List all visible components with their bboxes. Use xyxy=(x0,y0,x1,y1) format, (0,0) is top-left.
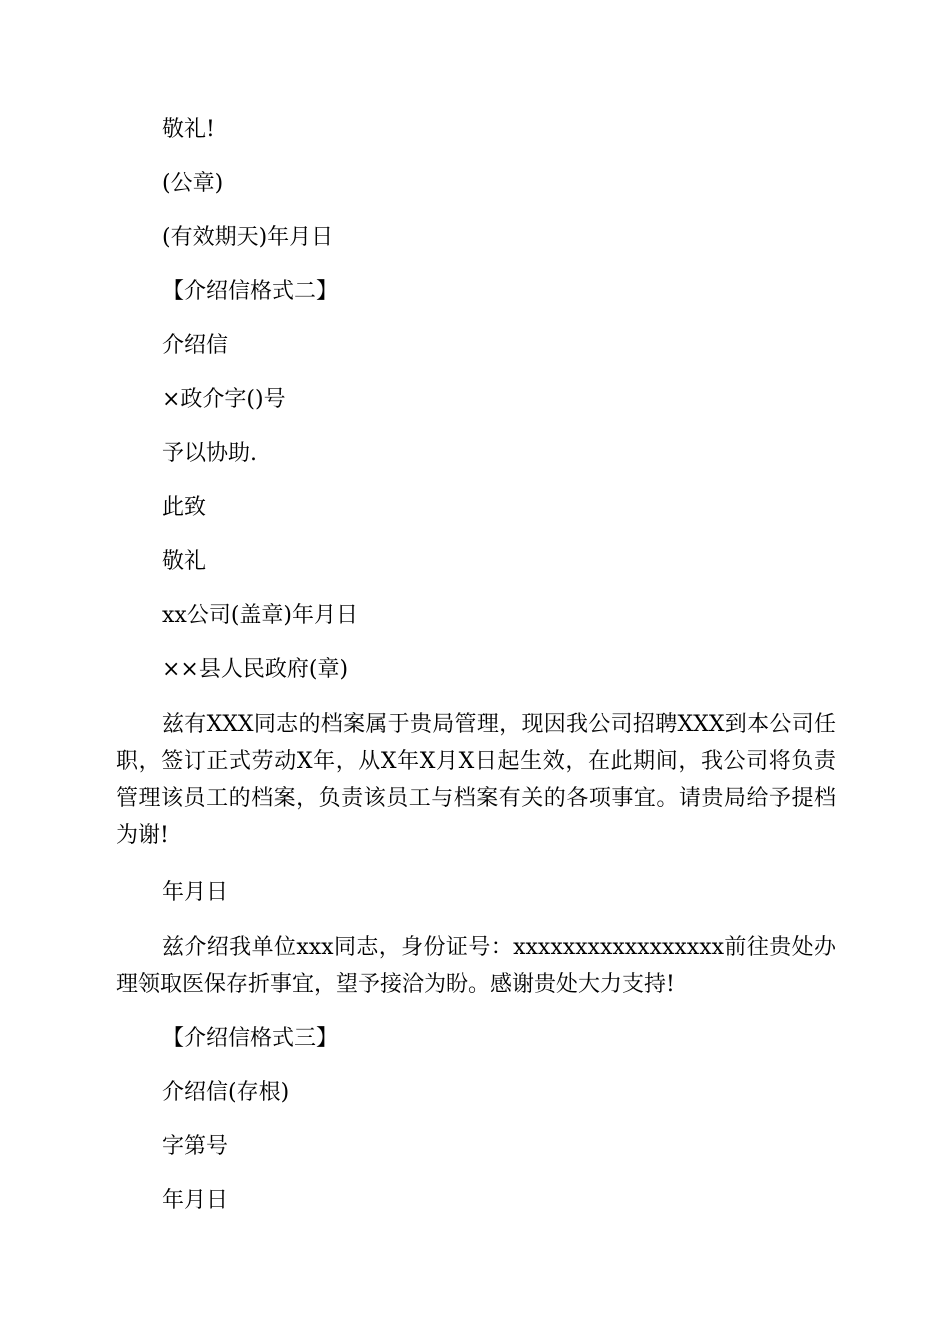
text-line: 字第号 xyxy=(162,1134,229,1159)
date-line: 年月日 xyxy=(162,1188,229,1213)
text-line: (公章) xyxy=(162,171,224,196)
text-line: (有效期天)年月日 xyxy=(162,225,334,250)
text-line: 此致 xyxy=(162,495,207,520)
section-heading: 【介绍信格式二】 xyxy=(162,279,339,304)
text-line: 介绍信(存根) xyxy=(162,1080,290,1105)
text-line: ××县人民政府(章) xyxy=(162,657,349,682)
text-line: 敬礼! xyxy=(162,117,215,142)
section-heading: 【介绍信格式三】 xyxy=(162,1026,339,1051)
text-line: xx公司(盖章)年月日 xyxy=(162,603,358,628)
text-line: 敬礼 xyxy=(162,549,207,574)
paragraph: 兹有XXX同志的档案属于贵局管理，现因我公司招聘XXX到本公司任职，签订正式劳动X年，从X年X月X日起生效，在此期间，我公司将负责管理该员工的档案，负责该员工与档案有关的各项事宜。请贵局给予提档为谢! xyxy=(116,712,836,848)
text-line: 介绍信 xyxy=(162,333,229,358)
text-line: 予以协助. xyxy=(162,441,257,466)
date-line: 年月日 xyxy=(162,880,229,905)
paragraph: 兹介绍我单位xxx同志，身份证号：xxxxxxxxxxxxxxxxx前往贵处办理领取医保存折事宜，望予接洽为盼。感谢贵处大力支持! xyxy=(116,935,836,997)
text-line: ×政介字()号 xyxy=(162,387,286,412)
